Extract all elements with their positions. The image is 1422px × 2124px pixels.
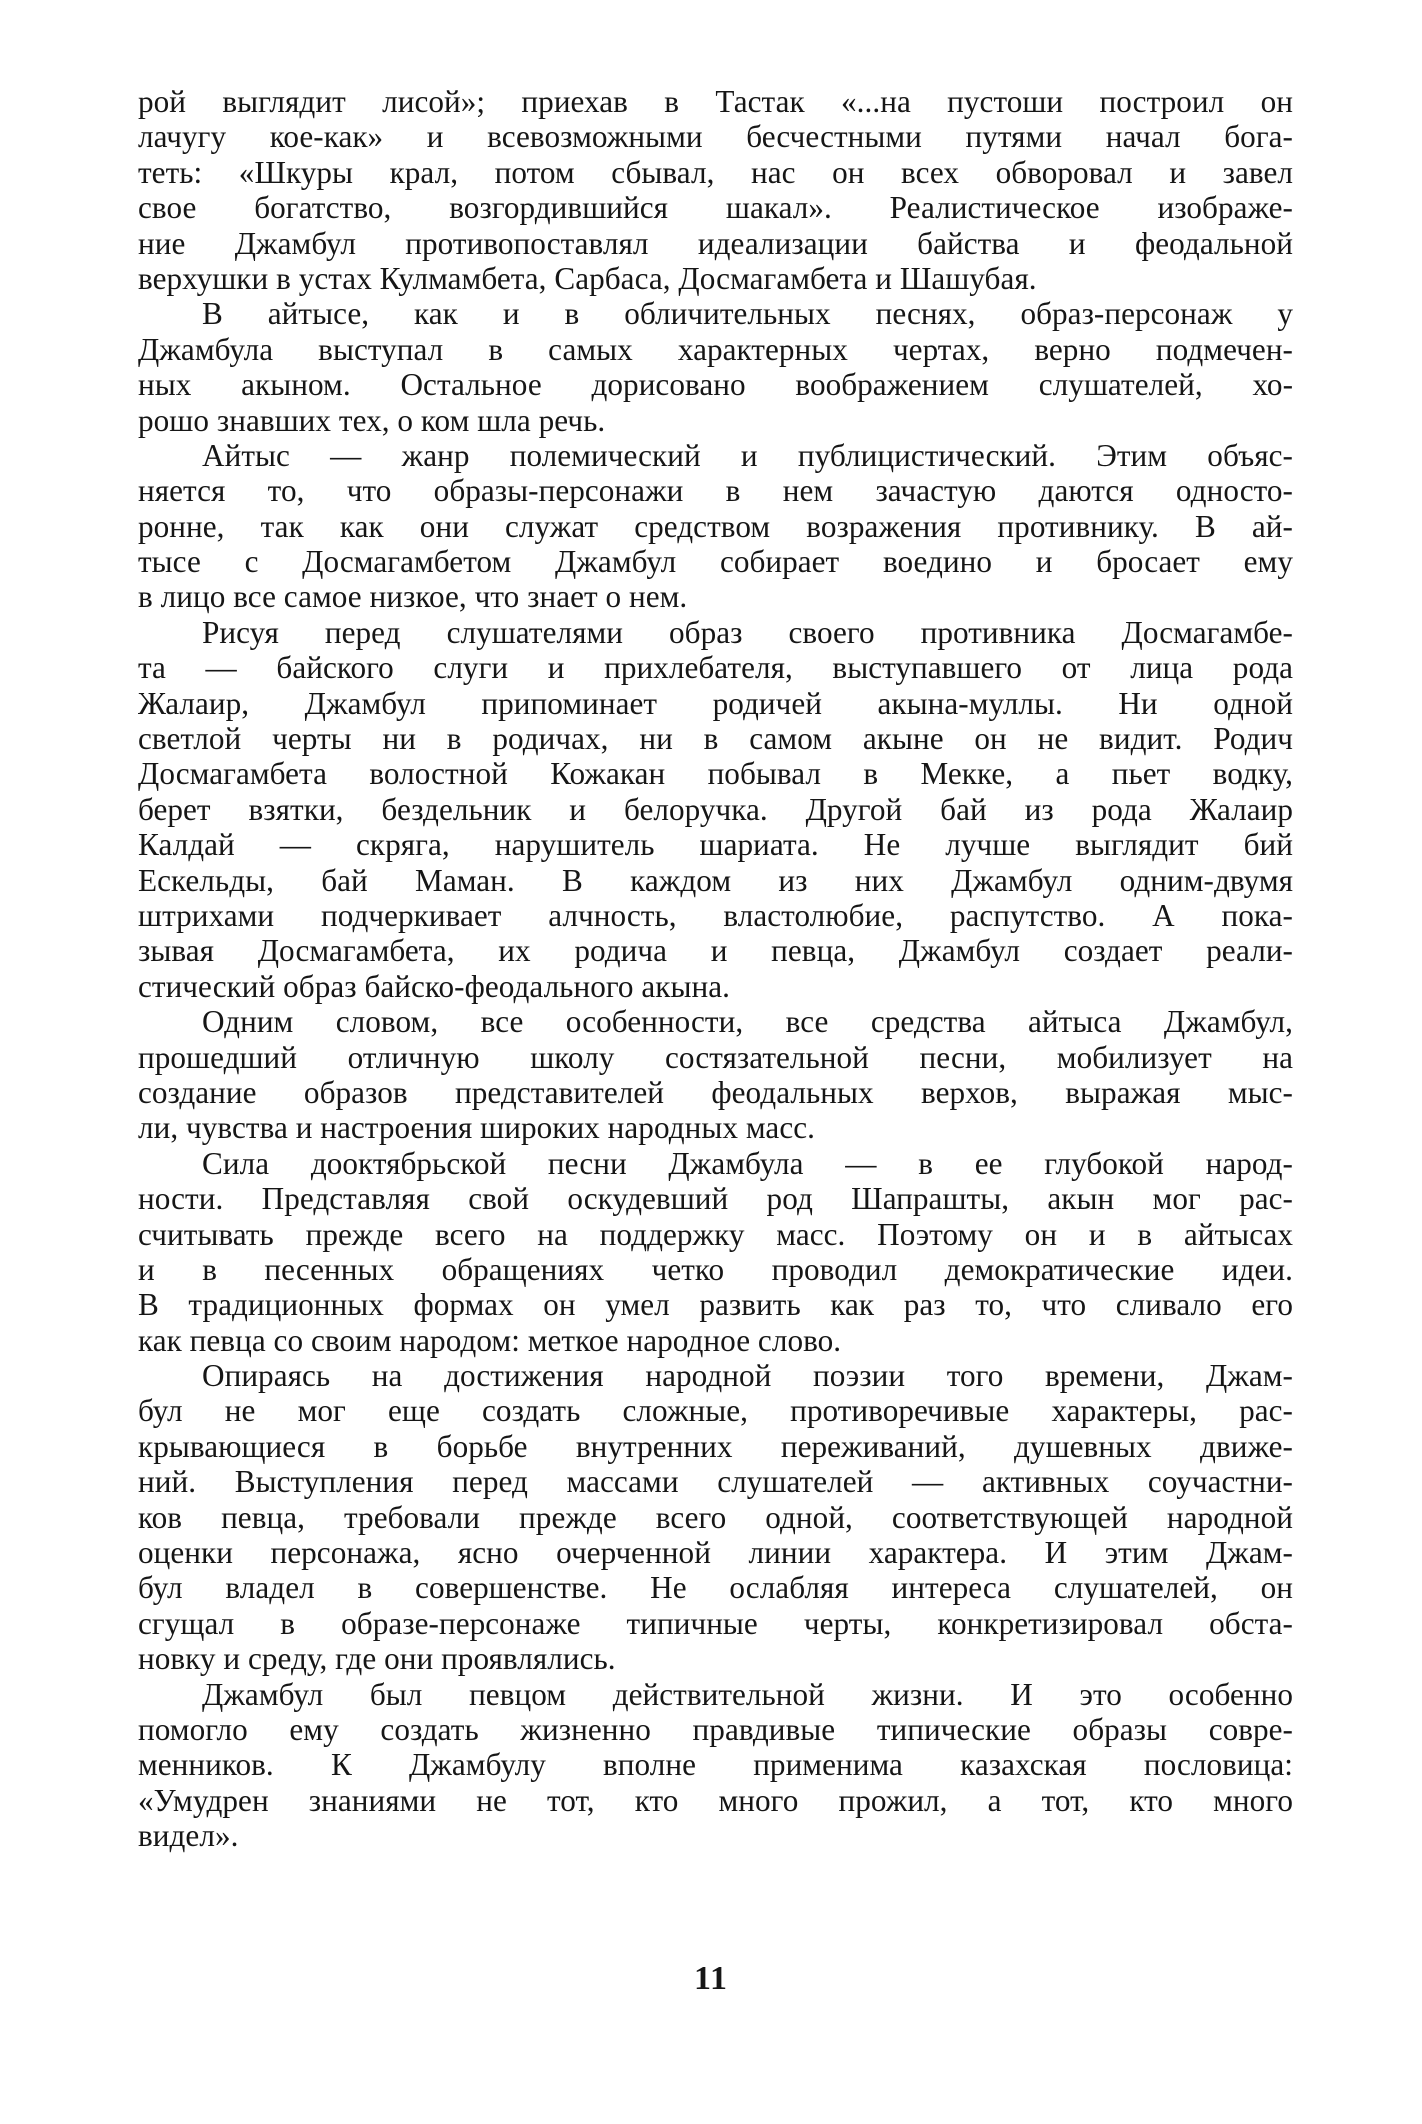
text-line: берет взятки, бездельник и белоручка. Другой бай из рода Жалаир [138, 791, 1293, 827]
text-line: «Умудрен знаниями не тот, кто много прожил, а тот, кто много [138, 1782, 1293, 1818]
text-line: ков певца, требовали прежде всего одной, соответствующей народной [138, 1499, 1293, 1535]
text-line: рошо знавших тех, о ком шла речь. [138, 402, 606, 438]
text-line: ли, чувства и настроения широких народных масс. [138, 1110, 815, 1146]
text-line: оценки персонажа, ясно очерченной линии характера. И этим Джам- [138, 1535, 1293, 1571]
text-line: В айтысе, как и в обличительных песнях, образ-персонаж у [202, 296, 1293, 332]
text-line: Рисуя перед слушателями образ своего противника Досмагамбе- [202, 614, 1293, 650]
text-line: няется то, что образы-персонажи в нем зачастую даются односто- [138, 473, 1293, 509]
text-line: ронне, так как они служат средством возражения противнику. В ай- [138, 508, 1293, 544]
text-line: крывающиеся в борьбе внутренних переживаний, душевных движе- [138, 1428, 1293, 1464]
text-line: Айтыс — жанр полемический и публицистический. Этим объяс- [202, 437, 1293, 473]
text-line: бул не мог еще создать сложные, противоречивые характеры, рас- [138, 1393, 1293, 1429]
text-line: в лицо все самое низкое, что знает о нем. [138, 579, 688, 615]
text-line: та — байского слуги и прихлебателя, выступавшего от лица рода [138, 650, 1293, 686]
text-line: ности. Представляя свой оскудевший род Шапрашты, акын мог рас- [138, 1181, 1293, 1217]
text-line: сгущал в образе-персонаже типичные черты, конкретизировал обста- [138, 1605, 1293, 1641]
text-line: верхушки в устах Кулмамбета, Сарбаса, Досмагамбета и Шашубая. [138, 260, 1037, 296]
text-line: видел». [138, 1818, 239, 1854]
text-line: ний. Выступления перед массами слушателей — активных соучастни- [138, 1464, 1293, 1500]
text-line: помогло ему создать жизненно правдивые типические образы совре- [138, 1711, 1293, 1747]
text-line: Джамбула выступал в самых характерных чертах, верно подмечен- [138, 331, 1293, 367]
text-line: свое богатство, возгордившийся шакал». Реалистическое изображе- [138, 190, 1293, 226]
text-line: ние Джамбул противопоставлял идеализации байства и феодальной [138, 225, 1293, 261]
text-line: Калдай — скряга, нарушитель шариата. Не лучше выглядит бий [138, 827, 1293, 863]
text-line: Жалаир, Джамбул припоминает родичей акына-муллы. Ни одной [138, 685, 1293, 721]
text-line: бул владел в совершенстве. Не ослабляя интереса слушателей, он [138, 1570, 1293, 1606]
text-line: Джамбул был певцом действительной жизни. И это особенно [202, 1676, 1293, 1712]
text-line: считывать прежде всего на поддержку масс. Поэтому он и в айтысах [138, 1216, 1293, 1252]
text-line: как певца со своим народом: меткое народное слово. [138, 1322, 842, 1358]
text-line: прошедший отличную школу состязательной песни, мобилизует на [138, 1039, 1293, 1075]
text-line: светлой черты ни в родичах, ни в самом акыне он не видит. Родич [138, 721, 1293, 757]
text-line: создание образов представителей феодальных верхов, выражая мыс- [138, 1074, 1293, 1110]
text-line: менников. К Джамбулу вполне применима казахская пословица: [138, 1747, 1293, 1783]
text-line: штрихами подчеркивает алчность, властолюбие, распутство. А пока- [138, 897, 1293, 933]
text-line: зывая Досмагамбета, их родича и певца, Джамбул создает реали- [138, 933, 1293, 969]
text-line: Сила дооктябрьской песни Джамбула — в ее глубокой народ- [202, 1145, 1293, 1181]
page-number: 11 [693, 1960, 729, 1997]
text-line: Досмагамбета волостной Кожакан побывал в Мекке, а пьет водку, [138, 756, 1293, 792]
text-line: тысе с Досмагамбетом Джамбул собирает воедино и бросает ему [138, 544, 1293, 580]
text-line: теть: «Шкуры крал, потом сбывал, нас он всех обворовал и завел [138, 154, 1293, 190]
text-line: Одним словом, все особенности, все средства айтыса Джамбул, [202, 1004, 1293, 1040]
text-line: рой выглядит лисой»; приехав в Тастак «...на пустоши построил он [138, 84, 1293, 119]
text-line: ных акыном. Остальное дорисовано воображением слушателей, хо- [138, 367, 1293, 403]
text-line: стический образ байско-феодального акына. [138, 968, 730, 1004]
text-line: Ескельды, бай Маман. В каждом из них Джамбул одним-двумя [138, 862, 1293, 898]
text-line: новку и среду, где они проявлялись. [138, 1641, 616, 1677]
text-line: Опираясь на достижения народной поэзии того времени, Джам- [202, 1358, 1293, 1394]
text-line: и в песенных обращениях четко проводил демократические идеи. [138, 1251, 1293, 1287]
text-line: лачугу кое-как» и всевозможными бесчестными путями начал бога- [138, 119, 1293, 155]
text-line: В традиционных формах он умел развить как раз то, что сливало его [138, 1287, 1293, 1323]
body-text [138, 84, 1293, 1854]
